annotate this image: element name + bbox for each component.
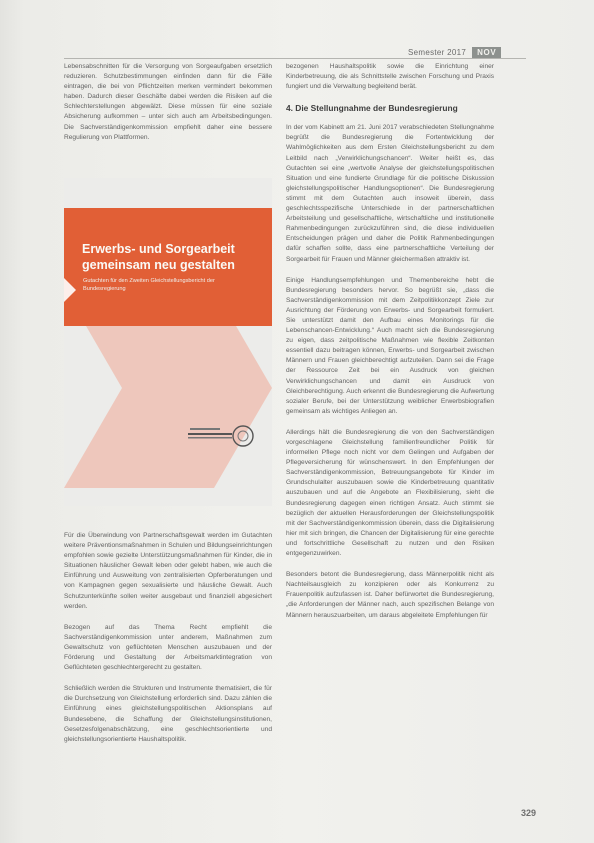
- right-column: [286, 62, 494, 632]
- left-paragraph-2: Für die Überwindung von Partnerschaftsgewalt werden im Gutachten weitere Präventionsmaßnahmen in Schulen und Bildungseinrichtungen empfohlen sowie gezielte Unterstützungsmaßnahmen für Kinder, die in Situationen häuslicher Gewalt leben oder gelebt haben, wie auch die Einführung und Ausweitung von zentralisierten Opferberatungen und von Kampagnen gegen sexualisierte und häusliche Gewalt. Auch Schutzunterkünfte sollen weiter ausgebaut und finanziell abgesichert werden.: [64, 532, 272, 610]
- right-paragraph-1: In der vom Kabinett am 21. Juni 2017 verabschiedeten Stellungnahme begrüßt die Bundesregierung die Fortentwicklung der Wahlmöglichkeiten aus dem Ersten Gleichstellungsbericht zu dem Leitbild nach „Verwirklichungschancen“. Weiter heißt es, das Gutachten sei eine „wertvolle Analyse der gleichstellungspolitischen Situation und eine fundierte Grundlage für die politische Diskussion gleichstellungspolitischer Handlungsoptionen“. Die Bundesregierung stimmt mit dem Gutachten auch insoweit überein, dass geschlechtsspezifische Unterschiede in der partnerschaftlichen Arbeitsteilung und gesellschaftliche, wirtschaftliche und institutionelle Rahmenbedingungen zurückzuführen sind, die diese individuellen Entscheidungen prägen und daher die Politik Rahmenbedingungen dafür schaffen sollte, dass eine partnerschaftliche Verteilung der Sorgearbeit für Frauen und Männer gleichermaßen attraktiv ist.: [286, 124, 494, 263]
- page-number: 329: [520, 808, 536, 818]
- right-intro-paragraph: bezogenen Haushaltspolitik sowie die Einrichtung einer Kinderbetreuung, die als Schnittstelle zwischen Forschung und Praxis fungiert und die Verwaltung begleitend berät.: [286, 63, 494, 91]
- running-header: [408, 47, 501, 58]
- header-date: Semester 2017: [408, 48, 467, 57]
- cover-subtitle: Gutachten für den Zweiten Gleichstellungsbericht der Bundesregierung: [83, 278, 215, 292]
- right-paragraph-2: Einige Handlungsempfehlungen und Themenbereiche hebt die Bundesregierung besonders hervor. So begrüßt sie, „dass die Sachverständigenkommission mit dem Zeitpolitikkonzept Ziele zur Ausrichtung der Förderung von Erwerbs- und Sorgearbeit formuliert. Sie unterstützt damit den Aufbau eines Monitorings für die Lebenschancen-Entwicklung.“ Auch macht sich die Bundesregierung zu eigen, dass zeitpolitische Maßnahmen wie flexible Zeitkonten essentiell dazu beitragen können, Erwerbs- und Sorgearbeit zwischen Männern und Frauen gleichberechtigt aufzuteilen. Dann sei die Frage der Ressource Zeit bei ein Ausdruck von gleichen Verwirklichungschancen und damit ein Ausdruck von Gleichberechtigung. Auch erkennt die Bundesregierung die Aufwertung sozialer Berufe, bei der Unterstützung weiblicher Erwerbsbiografien gemeinsam als wichtiges Anliegen an.: [286, 276, 494, 415]
- left-paragraph-4: Schließlich werden die Strukturen und Instrumente thematisiert, die für die Durchsetzung von Gleichstellung erforderlich sind. Dazu zählen die Einführung eines gleichstellungspolitischen Aktionsplans auf Bundesebene, die Schaffung der Gleichstellungsinstitutionen, Gesetzesfolgenabschätzung, eine geschlechtsorientierte und gleichstellungsorientierte Haushaltspolitik.: [64, 685, 272, 743]
- left-column-top: [64, 62, 272, 154]
- header-rule: [64, 58, 526, 59]
- cover-chevron-graphic: [64, 178, 272, 506]
- cover-title: Erwerbs- und Sorgearbeit gemeinsam neu gestalten: [82, 242, 235, 272]
- left-paragraph-1: Lebensabschnitten für die Versorgung von Sorgeaufgaben ersetzlich reduzieren. Schutzbestimmungen einfinden dann für die Fälle eintragen, die bei von Pflichtzeiten merken vermindert bekommen haben. Dadurch dieser Geschäfte dabei werden die Risiken auf die Schlechterstellungen abgewälzt. Diese müssen für eine soziale Absicherung aufkommen – unter sich auch am Arbeitsbedingungen. Die Sachverständigenkommission empfiehlt daher eine bessere Regulierung von Plattformen.: [64, 63, 272, 141]
- ministry-logo-icon: [188, 422, 258, 452]
- report-cover-image: [64, 178, 272, 506]
- section-heading: 4. Die Stellungnahme der Bundesregierung: [286, 103, 458, 114]
- left-column-bottom: [64, 531, 272, 756]
- right-paragraph-3: Allerdings hält die Bundesregierung die von den Sachverständigen vorgeschlagene Gleichstellung familienfreundlicher Politik für informellen Pflege noch nicht vor dem Gelingen und Aufgaben der Pflegeversicherung für wünschenswert. In den Empfehlungen der Sachverständigenkommission, Betreuungsangebote für Kinder im Grundschulalter auszubauen sowie die Kinderbetreuung quantitativ auszubauen und auf die Angebote an Flexibilisierung, sieht die Bundesregierung dagegen einen richtigen Ansatz. Auch stimmt sie bezüglich der aktuellen Herausforderungen der Gleichstellungspolitik mit der Sachverständigenkommission überein, dass die Digitalisierung hier mit sich bringen, die Chancen der Digitalisierung für eine gerechte und fortschrittliche Gesellschaft zu nutzen und den Risiken entgegenzuwirken.: [286, 428, 494, 558]
- header-badge: NOV: [472, 47, 501, 58]
- left-paragraph-3: Bezogen auf das Thema Recht empfiehlt die Sachverständigenkommission unter anderem, Maßnahmen zum Gewaltschutz von geflüchteten Menschen auszubauen und der Förderung und Gestaltung der Arbeitsmarktintegration von Geflüchteten geschlechtergerecht zu gestalten.: [64, 623, 272, 672]
- right-paragraph-4: Besonders betont die Bundesregierung, dass Männerpolitik nicht als Nachteilsausgleich zu konzipieren oder als Konkurrenz zu Frauenpolitik aufzufassen ist. Daher befürwortet die Bundesregierung, „die Anforderungen der Männer nach, auch spezifischen Belange von Männern herauszuarbeiten, um daraus abgeleitete Empfehlungen für: [286, 571, 494, 619]
